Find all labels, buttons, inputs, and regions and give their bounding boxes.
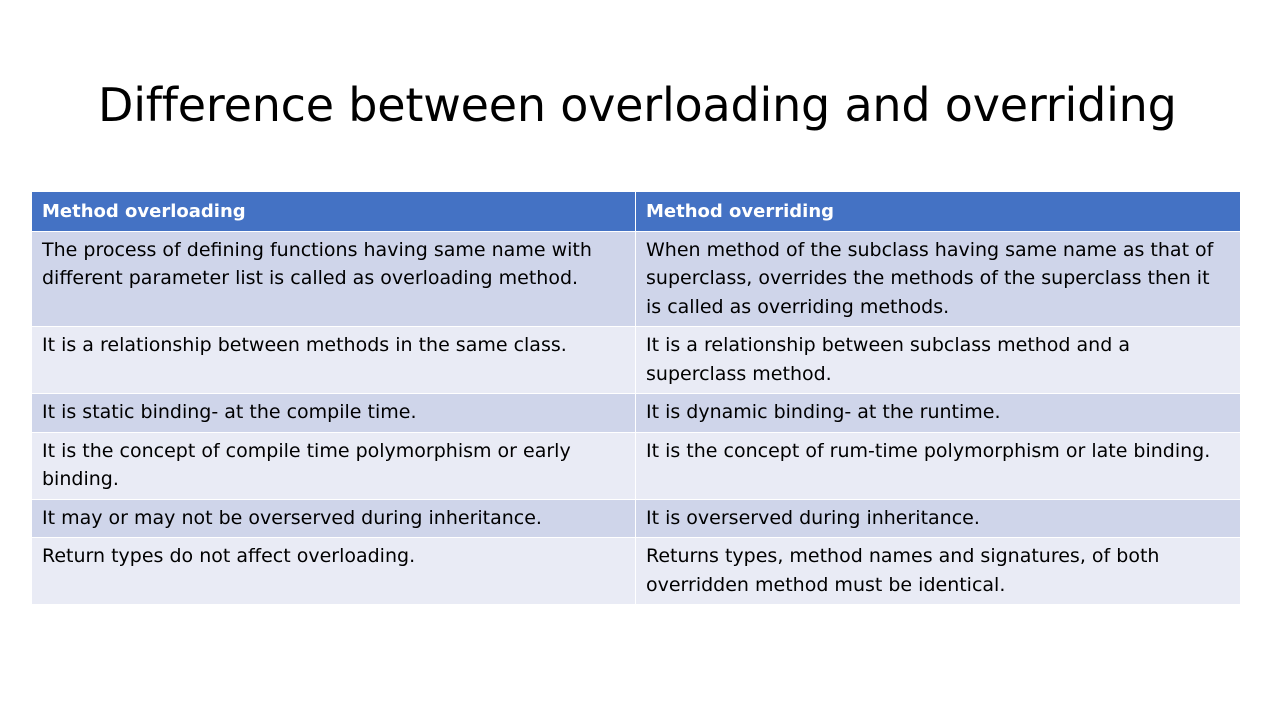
table-row [32, 327, 1241, 394]
overloading-cell: Return types do not affect overloading. [32, 538, 636, 605]
table-row [32, 432, 1241, 499]
header-method-overloading: Method overloading [32, 192, 636, 232]
overriding-cell: Returns types, method names and signatures, of both overridden method must be identical. [636, 538, 1241, 605]
overloading-cell: It is a relationship between methods in the same class. [32, 327, 636, 394]
table-row [32, 394, 1241, 433]
overloading-cell: It is the concept of compile time polymorphism or early binding. [32, 432, 636, 499]
overriding-cell: It is overserved during inheritance. [636, 499, 1241, 538]
table-row [32, 499, 1241, 538]
table-row [32, 538, 1241, 605]
slide-title: Difference between overloading and overriding [98, 78, 1177, 132]
overriding-cell: It is dynamic binding- at the runtime. [636, 394, 1241, 433]
table-row [32, 231, 1241, 327]
overloading-cell: It is static binding- at the compile time. [32, 394, 636, 433]
comparison-table [31, 191, 1241, 605]
overriding-cell: When method of the subclass having same name as that of superclass, overrides the methods of the superclass then it is called as overriding methods. [636, 231, 1241, 327]
header-method-overriding: Method overriding [636, 192, 1241, 232]
table-header-row [32, 192, 1241, 232]
overriding-cell: It is the concept of rum-time polymorphism or late binding. [636, 432, 1241, 499]
overloading-cell: It may or may not be overserved during inheritance. [32, 499, 636, 538]
overriding-cell: It is a relationship between subclass method and a superclass method. [636, 327, 1241, 394]
overloading-cell: The process of defining functions having same name with different parameter list is called as overloading method. [32, 231, 636, 327]
